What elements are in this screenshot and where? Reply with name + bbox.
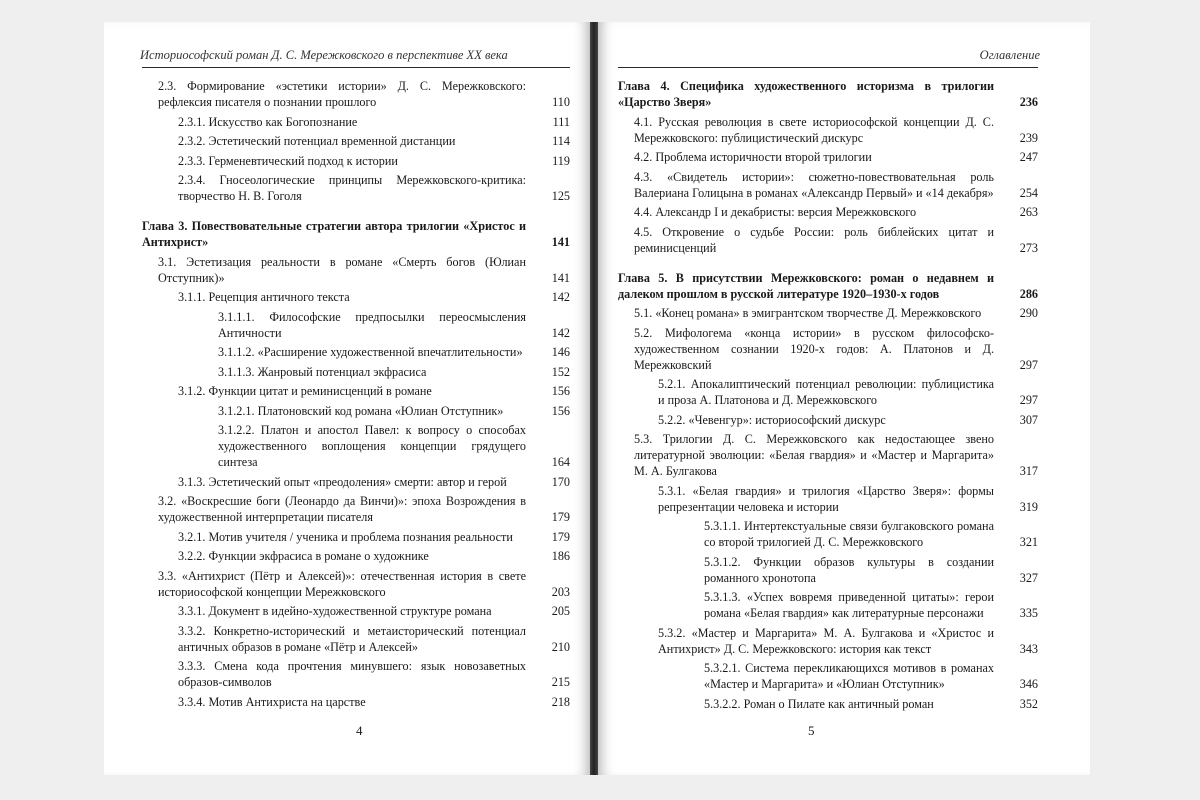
header-rule bbox=[142, 67, 570, 68]
toc-entry[interactable]: 3.3.3. Смена кода прочтения минувшего: язык новозаветных образов-символов 215 bbox=[178, 659, 570, 689]
toc-entry[interactable]: 5.2. Мифологема «конца истории» в русском философско-художественном сознании 1920-х годов: А. Платонов и Д. Мережковский 297 bbox=[634, 325, 1038, 372]
toc-entry[interactable]: 3.1.1.1. Философские предпосылки переосмысления Античности 142 bbox=[218, 309, 570, 340]
toc-entry[interactable]: 3.3.2. Конкретно-исторический и метаисторический потенциал античных образов в романе «Пётр и Алексей» 210 bbox=[178, 623, 570, 654]
left-page bbox=[104, 22, 590, 775]
page-number: 5 bbox=[808, 723, 815, 738]
toc-entry[interactable]: 5.3.1.2. Функции образов культуры в создании романного хронотопа 327 bbox=[704, 554, 1038, 585]
toc-entry[interactable]: 3.3.1. Документ в идейно-художественной структуре романа 205 bbox=[178, 604, 570, 618]
toc-entry[interactable]: 2.3.1. Искусство как Богопознание 111 bbox=[178, 114, 570, 129]
toc-entry[interactable]: 5.3.2.2. Роман о Пилате как античный роман 352 bbox=[704, 696, 1038, 711]
toc-entry[interactable]: 3.2.2. Функции экфрасиса в романе о художнике 186 bbox=[178, 549, 570, 563]
toc-entry[interactable]: 5.3.2. «Мастер и Маргарита» М. А. Булгакова и «Христос и Антихрист» Д. С. Мережковского: история как текст 343 bbox=[658, 625, 1038, 656]
toc-entry[interactable]: 2.3. Формирование «эстетики истории» Д. С. Мережковского: рефлексия писателя о познании прошлого 110 bbox=[158, 79, 570, 109]
toc-chapter[interactable]: Глава 5. В присутствии Мережковского: роман о недавнем и далеком прошлом в русской литературе 1920–1930-х годов 286 bbox=[618, 270, 1038, 301]
toc-entry[interactable]: 4.3. «Свидетель истории»: сюжетно-повествовательная роль Валериана Голицына в романах «Александр Первый» и «14 декабря» 254 bbox=[634, 169, 1038, 200]
right-page bbox=[598, 22, 1090, 775]
toc-entry[interactable]: 3.1.2.2. Платон и апостол Павел: к вопросу о способах художественного воплощения концепции грядущего синтеза 164 bbox=[218, 423, 570, 469]
toc-entry[interactable]: 3.3. «Антихрист (Пётр и Алексей)»: отечественная история в свете историософской концепции Мережковского 203 bbox=[158, 568, 570, 599]
toc-entry[interactable]: 3.3.4. Мотив Антихриста на царстве 218 bbox=[178, 694, 570, 709]
toc-entry[interactable]: 2.3.4. Гносеологические принципы Мережковского-критика: творчество Н. В. Гоголя 125 bbox=[178, 173, 570, 203]
toc-entry[interactable]: 3.1.2.1. Платоновский код романа «Юлиан Отступник» 156 bbox=[218, 403, 570, 418]
toc-entry[interactable]: 3.1.2. Функции цитат и реминисценций в романе 156 bbox=[178, 384, 570, 398]
toc-entry[interactable]: 3.2. «Воскресшие боги (Леонардо да Винчи)»: эпоха Возрождения в художественной интерпретации писателя 179 bbox=[158, 494, 570, 524]
running-header: Оглавление bbox=[979, 48, 1040, 62]
toc-entry[interactable]: 5.3.1.3. «Успех вовремя приведенной цитаты»: герои романа «Белая гвардия» как литературные персонажи 335 bbox=[704, 590, 1038, 620]
toc-entry[interactable]: 3.1.1.3. Жанровый потенциал экфрасиса 152 bbox=[218, 364, 570, 379]
toc-entry[interactable]: 3.1.3. Эстетический опыт «преодоления» смерти: автор и герой 170 bbox=[178, 474, 570, 489]
toc-chapter[interactable]: Глава 4. Специфика художественного историзма в трилогии «Царство Зверя» 236 bbox=[618, 79, 1038, 109]
toc-entry[interactable]: 5.3.2.1. Система перекликающихся мотивов в романах «Мастер и Маргарита» и «Юлиан Отступник» 346 bbox=[704, 661, 1038, 691]
toc-chapter[interactable]: Глава 3. Повествовательные стратегии автора трилогии «Христос и Антихрист» 141 bbox=[142, 219, 570, 249]
toc-entry[interactable]: 5.3.1.1. Интертекстуальные связи булгаковского романа со второй трилогией Д. С. Мережковского 321 bbox=[704, 519, 1038, 549]
toc-entry[interactable]: 3.1.1. Рецепция античного текста 142 bbox=[178, 290, 570, 304]
toc-entry[interactable]: 4.4. Александр I и декабристы: версия Мережковского 263 bbox=[634, 205, 1038, 219]
toc-entry[interactable]: 5.2.2. «Чевенгур»: историософский дискурс 307 bbox=[658, 412, 1038, 427]
toc-entry[interactable]: 2.3.3. Герменевтический подход к истории 119 bbox=[178, 153, 570, 168]
toc-list bbox=[142, 78, 570, 713]
toc-entry[interactable]: 5.3. Трилогии Д. С. Мережковского как недостающее звено литературной эволюции: «Белая гвардия» и «Мастер и Маргарита» М. А. Булгакова 317 bbox=[634, 432, 1038, 478]
toc-entry[interactable]: 5.2.1. Апокалиптический потенциал революции: публицистика и проза А. Платонова и Д. Мережковского 297 bbox=[658, 377, 1038, 407]
header-rule bbox=[618, 67, 1038, 68]
toc-entry[interactable]: 4.5. Откровение о судьбе России: роль библейских цитат и реминисценций 273 bbox=[634, 224, 1038, 255]
toc-entry[interactable]: 3.1. Эстетизация реальности в романе «Смерть богов (Юлиан Отступник)» 141 bbox=[158, 254, 570, 285]
toc-entry[interactable]: 5.3.1. «Белая гвардия» и трилогия «Царство Зверя»: формы репрезентации человека и истории 319 bbox=[658, 483, 1038, 514]
running-header: Историософский роман Д. С. Мережковского в перспективе XX века bbox=[140, 48, 508, 62]
toc-entry[interactable]: 3.1.1.2. «Расширение художественной впечатлительности» 146 bbox=[218, 345, 570, 359]
toc-entry[interactable]: 5.1. «Конец романа» в эмигрантском творчестве Д. Мережковского 290 bbox=[634, 306, 1038, 320]
page-number: 4 bbox=[356, 723, 363, 738]
toc-list bbox=[618, 78, 1038, 715]
toc-entry[interactable]: 3.2.1. Мотив учителя / ученика и проблема познания реальности 179 bbox=[178, 529, 570, 544]
toc-entry[interactable]: 2.3.2. Эстетический потенциал временной дистанции 114 bbox=[178, 134, 570, 148]
toc-entry[interactable]: 4.2. Проблема историчности второй трилогии 247 bbox=[634, 150, 1038, 164]
toc-entry[interactable]: 4.1. Русская революция в свете историософской концепции Д. С. Мережковского: публицистический дискурс 239 bbox=[634, 114, 1038, 145]
